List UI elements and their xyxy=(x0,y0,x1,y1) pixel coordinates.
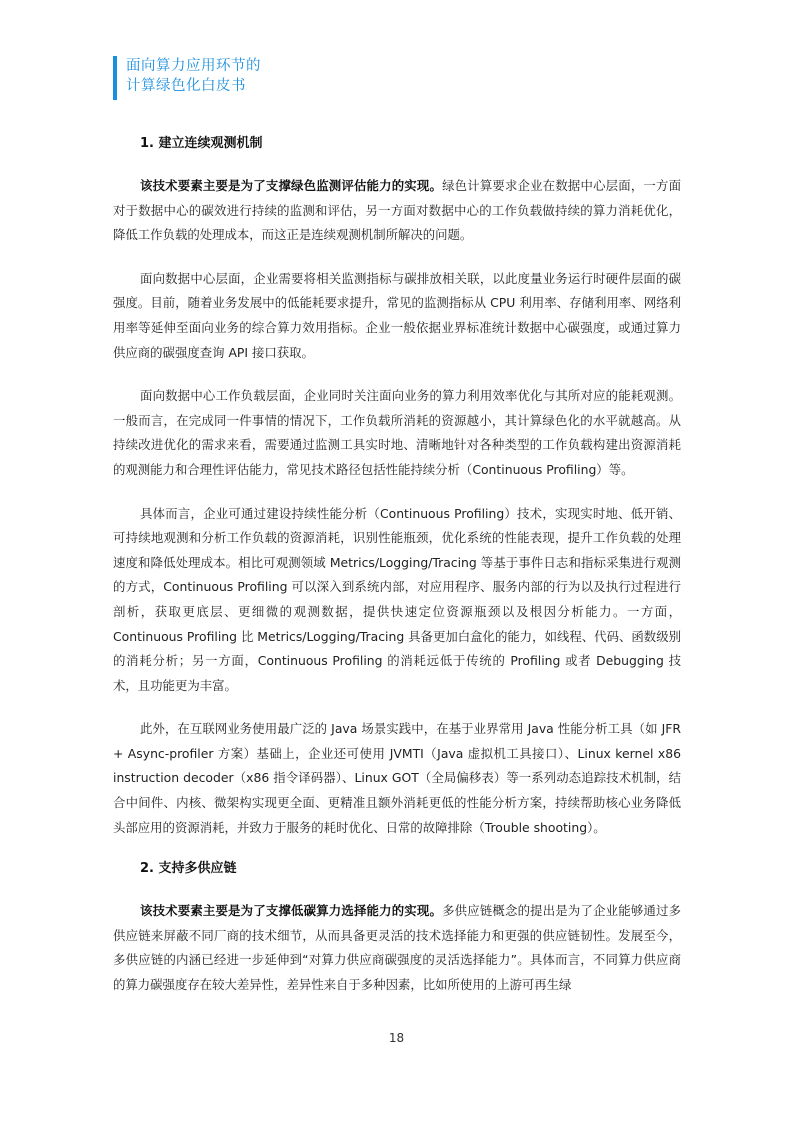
section-heading-multi-supply-chain: 2. 支持多供应链 xyxy=(140,861,237,877)
paragraph xyxy=(113,899,681,997)
paragraph xyxy=(113,502,681,699)
section-heading-continuous-observation: 1. 建立连续观测机制 xyxy=(140,136,263,151)
document-header xyxy=(113,56,261,100)
paragraph-text: 绿色计算要求企业在数据中心层面，一方面对于数据中心的碳效进行持续的监测和评估，另一方面对数据中心的工作负载做持续的算力消耗优化，降低工作负载的处理成本，而这正是连续观测机制所解决的问题。 xyxy=(113,178,681,243)
page-body xyxy=(113,134,681,998)
paragraph xyxy=(113,384,681,482)
paragraph-text: 具体而言，企业可通过建设持续性能分析（Continuous Profiling）技术，实现实时地、低开销、可持续地观测和分析工作负载的资源消耗，识别性能瓶颈，优化系统的性能表现，提升工作负载的处理速度和降低处理成本。相比可观测领域 Metrics/Logging/Tracing 等基于事件日志和指标采集进行观测的方式，Continuous Profiling 可以深入到系统内部，对应用程序、服务内部的行为以及执行过程进行剖析，获取更底层、更细微的观测数据，提供快速定位资源瓶颈以及根因分析能力。一方面，Continuous Profiling 比 Metrics/Logging/Tracing 具备更加白盒化的能力，如线程、代码、函数级别的消耗分析；另一方面，Continuous Profiling 的消耗远低于传统的 Profiling 或者 Debugging 技术，且功能更为丰富。 xyxy=(113,505,681,693)
paragraph xyxy=(113,174,681,248)
header-title-line-2: 计算绿色化白皮书 xyxy=(126,78,246,94)
paragraph-text: 此外，在互联网业务使用最广泛的 Java 场景实践中，在基于业界常用 Java 性能分析工具（如 JFR + Async-profiler 方案）基础上，企业还可使用 JVMTI（Java 虚拟机工具接口）、Linux kernel x86 instruction decoder（x86 指令译码器）、Linux GOT（全局偏移表）等一系列动态追踪技术机制，结合中间件、内核、微架构实现更全面、更精准且额外消耗更低的性能分析方案，持续帮助核心业务降低头部应用的资源消耗，并致力于服务的耗时优化、日常的故障排除（Trouble shooting）。 xyxy=(113,721,681,835)
paragraph-text: 面向数据中心工作负载层面，企业同时关注面向业务的算力利用效率优化与其所对应的能耗观测。一般而言，在完成同一件事情的情况下，工作负载所消耗的资源越小，其计算绿色化的水平就越高。从持续改进优化的需求来看，需要通过监测工具实时地、清晰地针对各种类型的工作负载构建出资源消耗的观测能力和合理性评估能力，常见技术路径包括性能持续分析（Continuous Profiling）等。 xyxy=(113,388,681,477)
page-number: 18 xyxy=(388,1031,405,1045)
paragraph-text: 多供应链概念的提出是为了企业能够通过多供应链来屏蔽不同厂商的技术细节，从而具备更灵活的技术选择能力和更强的供应链韧性。发展至今，多供应链的内涵已经进一步延伸到“对算力供应商碳强度的灵活选择能力”。具体而言，不同算力供应商的算力碳强度存在较大差异性，差异性来自于多种因素，比如所使用的上游可再生绿 xyxy=(113,903,681,993)
header-title-line-1: 面向算力应用环节的 xyxy=(126,58,261,74)
paragraph-lead: 该技术要素主要是为了支撑绿色监测评估能力的实现。 xyxy=(140,178,443,193)
paragraph-lead: 该技术要素主要是为了支撑低碳算力选择能力的实现。 xyxy=(140,903,443,919)
paragraph xyxy=(113,267,681,365)
paragraph-text: 面向数据中心层面，企业需要将相关监测指标与碳排放相关联，以此度量业务运行时硬件层面的碳强度。目前，随着业务发展中的低能耗要求提升，常见的监测指标从 CPU 利用率、存储利用率、网络利用率等延伸至面向业务的综合算力效用指标。企业一般依据业界标准统计数据中心碳强度，或通过算力供应商的碳强度查询 API 接口获取。 xyxy=(113,270,681,360)
paragraph xyxy=(113,717,681,840)
